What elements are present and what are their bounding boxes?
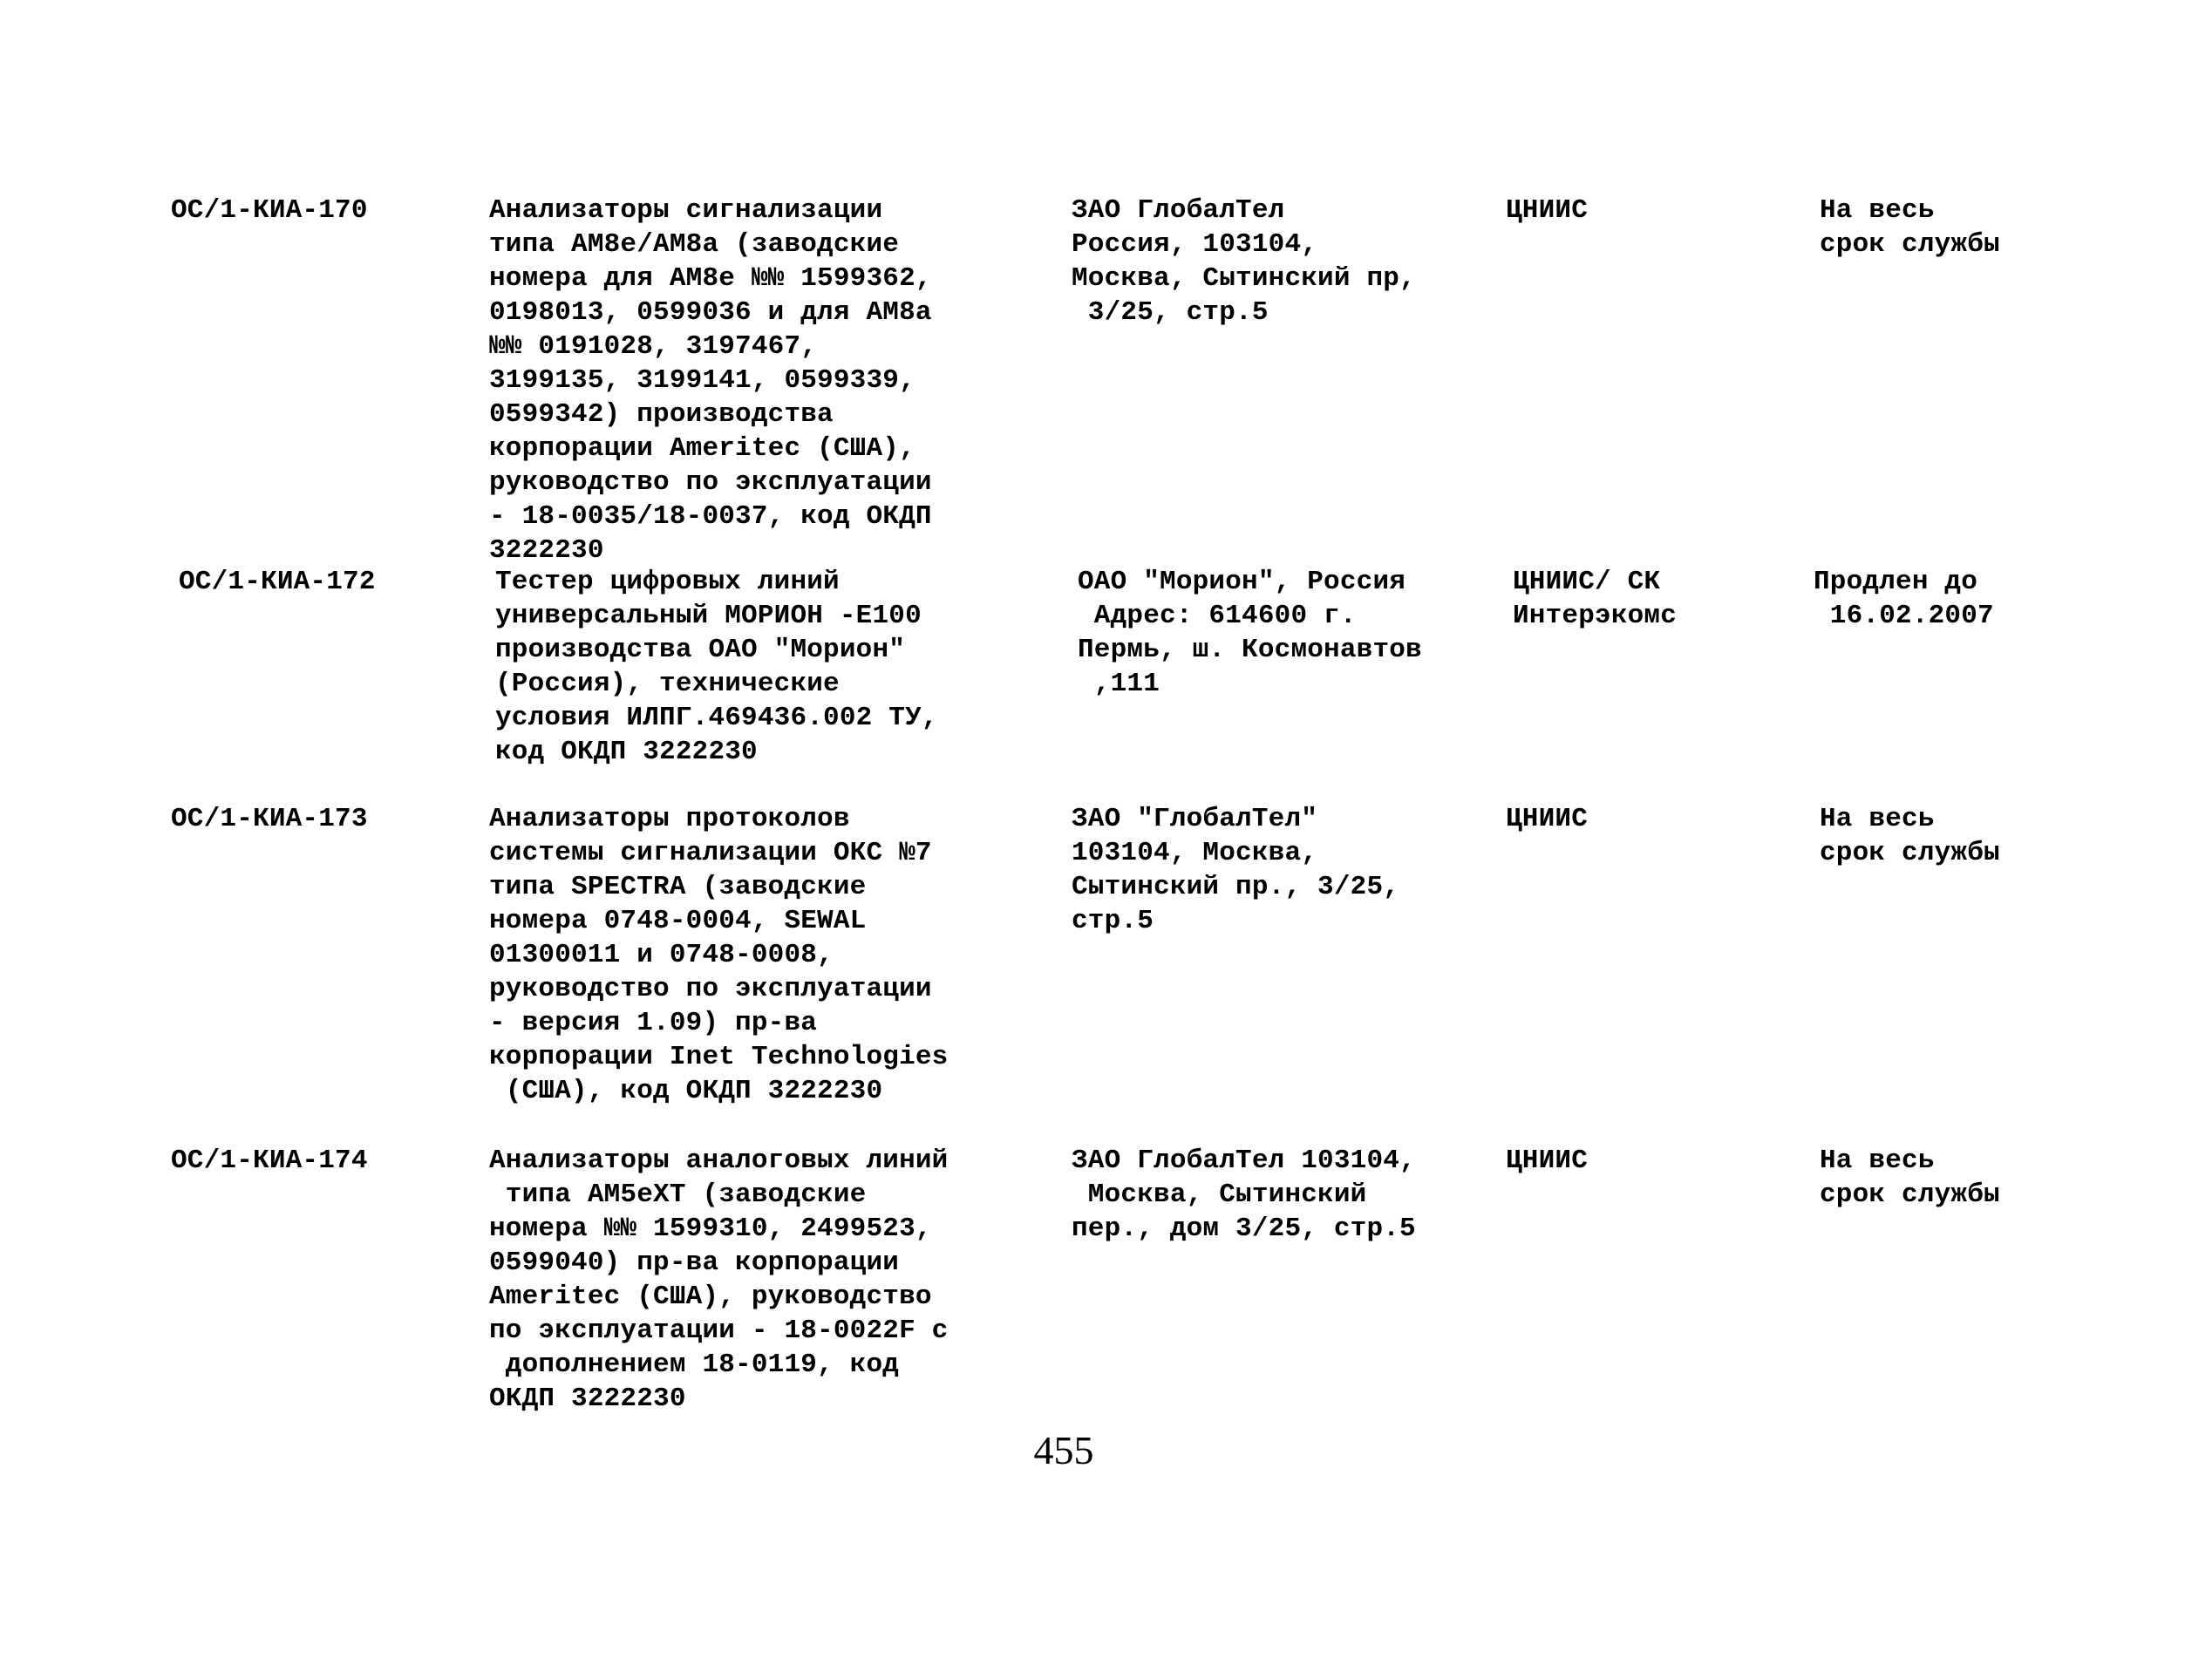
certificate-number: ОС/1-КИА-173 — [171, 804, 368, 834]
applicant-organization: ЗАО "ГлобалТел" 103104, Москва, Сытинский пр., 3/25, стр.5 — [1072, 804, 1400, 936]
validity-term: На весь срок службы — [1820, 804, 2000, 868]
certificate-number: ОС/1-КИА-174 — [171, 1146, 368, 1176]
validity-term: На весь срок службы — [1820, 195, 2000, 260]
certifying-body: ЦНИИС — [1506, 1146, 1589, 1176]
equipment-description: Анализаторы сигнализации типа АМ8е/АМ8а (заводские номера для АМ8е №№ 1599362, 0198013, 0599036 и для АМ8а №№ 0191028, 3197467, 3199135, 3199141, 0599339, 0599342) производства корпорации Ameritec (США), руководство по эксплуатации - 18-0035/18-0037, код ОКДП 3222230 — [489, 195, 932, 566]
certifying-body: ЦНИИС/ СК Интерэкомс — [1513, 567, 1678, 631]
applicant-organization: ОАО "Морион", Россия Адрес: 614600 г. Пермь, ш. Космонавтов ,111 — [1078, 567, 1422, 699]
equipment-description: Тестер цифровых линий универсальный МОРИОН -Е100 производства ОАО "Морион" (Россия), технические условия ИЛПГ.469436.002 ТУ, код ОКДП 3222230 — [495, 567, 938, 767]
certificate-number: ОС/1-КИА-170 — [171, 195, 368, 226]
validity-term: Продлен до 16.02.2007 — [1814, 567, 1994, 631]
validity-term: На весь срок службы — [1820, 1146, 2000, 1210]
certifying-body: ЦНИИС — [1506, 195, 1589, 226]
certifying-body: ЦНИИС — [1506, 804, 1589, 834]
equipment-description: Анализаторы аналоговых линий типа АМ5еХТ (заводские номера №№ 1599310, 2499523, 0599040) пр-ва корпорации Ameritec (США), руководство по эксплуатации - 18-0022F с дополнением 18-0119, код ОКДП 3222230 — [489, 1146, 949, 1414]
applicant-organization: ЗАО ГлобалТел Россия, 103104, Москва, Сытинский пр, 3/25, стр.5 — [1072, 195, 1416, 328]
equipment-description: Анализаторы протоколов системы сигнализации ОКС №7 типа SPECTRA (заводские номера 0748-0004, SEWAL 01300011 и 0748-0008, руководство по эксплуатации - версия 1.09) пр-ва корпорации Inet Technologies (США), код ОКДП 3222230 — [489, 804, 949, 1106]
certificate-number: ОС/1-КИА-172 — [179, 567, 376, 597]
page-number: 455 — [1033, 1428, 1094, 1472]
applicant-organization: ЗАО ГлобалТел 103104, Москва, Сытинский пер., дом 3/25, стр.5 — [1072, 1146, 1416, 1244]
